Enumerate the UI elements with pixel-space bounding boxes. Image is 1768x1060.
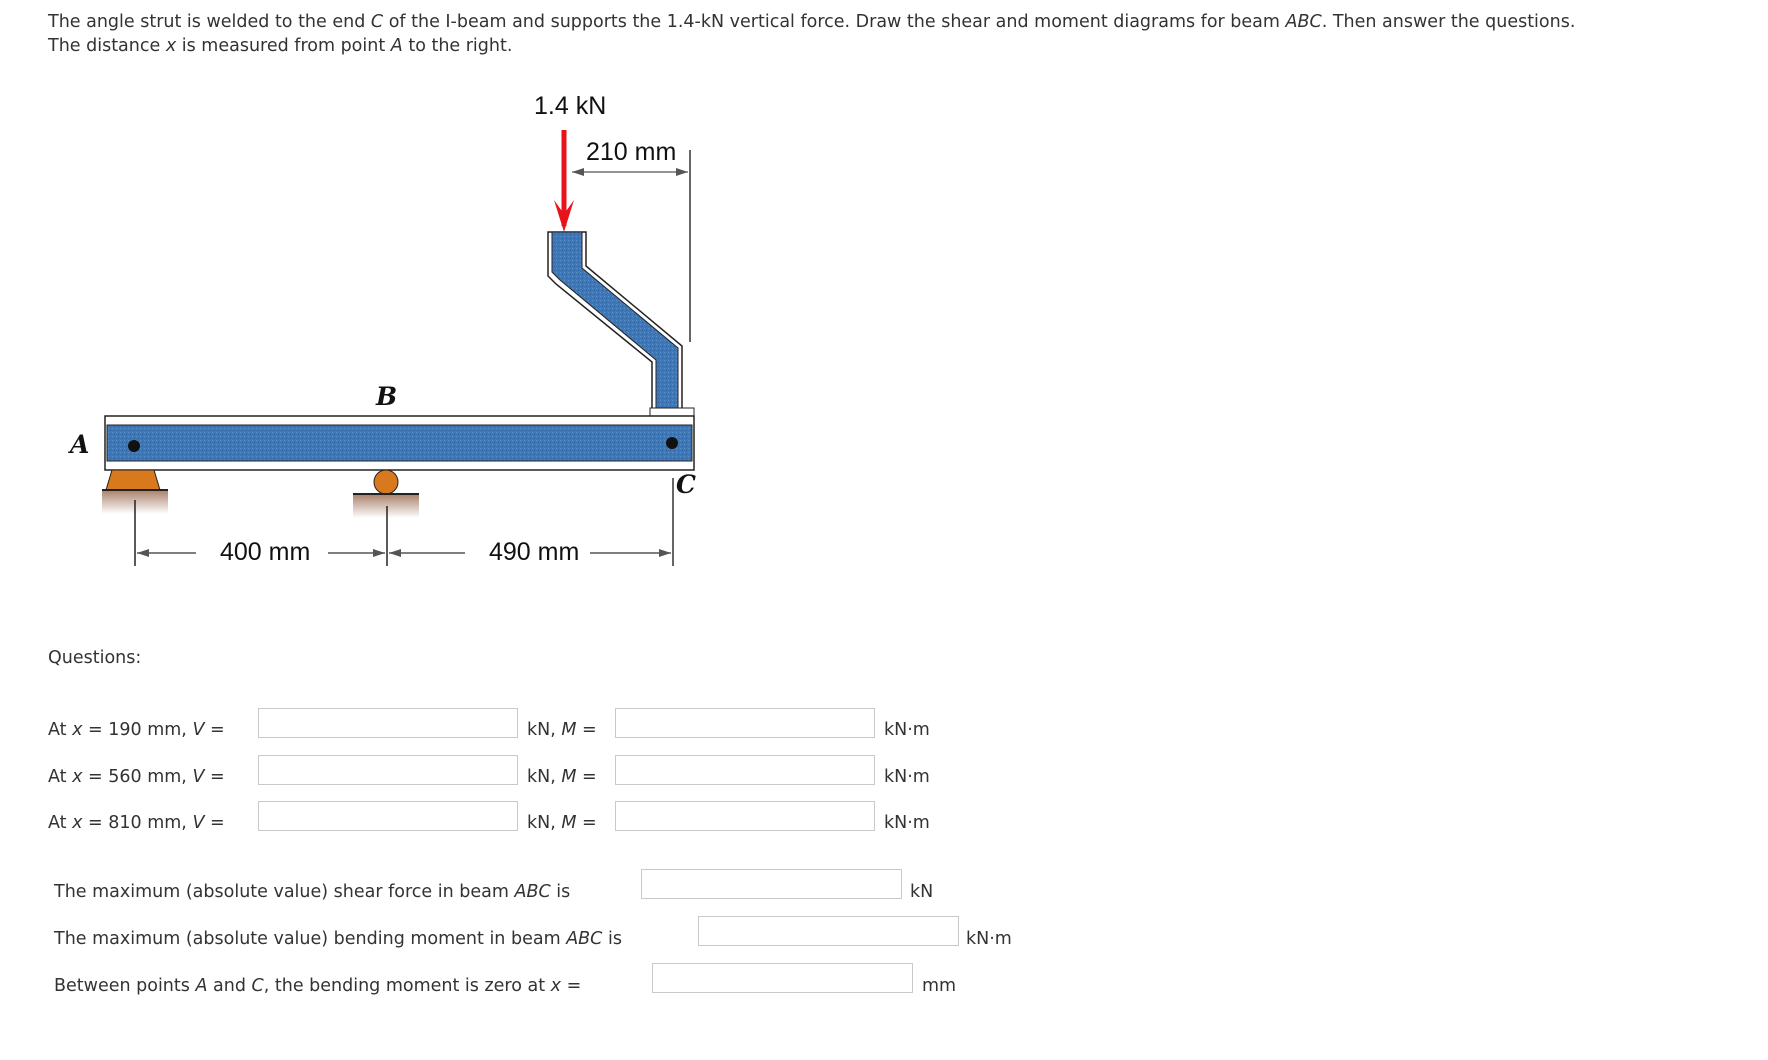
- max-moment-input[interactable]: [698, 916, 959, 946]
- force-label: 1.4 kN: [534, 92, 607, 120]
- shear-810-input[interactable]: [258, 801, 518, 831]
- problem-line-1: The angle strut is welded to the end C of the I-beam and supports the 1.4-kN vertical force. Draw the shear and moment diagrams for beam ABC. Then answer the questions.: [48, 12, 1576, 32]
- moment-190-input[interactable]: [615, 708, 875, 738]
- moment-810-unit: kN·m: [884, 813, 930, 833]
- moment-560-input[interactable]: [615, 755, 875, 785]
- zero-moment-unit: mm: [922, 976, 957, 996]
- dimension-ab-label: 400 mm: [220, 538, 311, 566]
- zero-moment-input[interactable]: [652, 963, 913, 993]
- max-shear-unit: kN: [910, 882, 934, 902]
- question-row-3-label: At x = 810 mm, V =: [48, 813, 225, 833]
- problem-line-2: The distance x is measured from point A to the right.: [48, 36, 513, 56]
- question-row-2-m-label: kN, M =: [527, 767, 597, 787]
- moment-810-input[interactable]: [615, 801, 875, 831]
- moment-190-unit: kN·m: [884, 720, 930, 740]
- point-c-label: C: [676, 470, 696, 499]
- offset-dimension-label: 210 mm: [586, 138, 677, 166]
- max-shear-input[interactable]: [641, 869, 902, 899]
- questions-heading: Questions:: [48, 648, 142, 668]
- dimension-bc-label: 490 mm: [489, 538, 580, 566]
- beam-diagram: [0, 0, 760, 600]
- question-row-2-label: At x = 560 mm, V =: [48, 767, 225, 787]
- question-row-3-m-label: kN, M =: [527, 813, 597, 833]
- max-moment-label: The maximum (absolute value) bending moment in beam ABC is: [54, 929, 622, 949]
- point-a-label: A: [70, 430, 90, 459]
- question-row-1-label: At x = 190 mm, V =: [48, 720, 225, 740]
- point-b-label: B: [376, 382, 398, 411]
- moment-560-unit: kN·m: [884, 767, 930, 787]
- max-shear-label: The maximum (absolute value) shear force in beam ABC is: [54, 882, 571, 902]
- question-row-1-m-label: kN, M =: [527, 720, 597, 740]
- beam-figure-icon: [0, 0, 760, 600]
- shear-560-input[interactable]: [258, 755, 518, 785]
- zero-moment-label: Between points A and C, the bending moment is zero at x =: [54, 976, 582, 996]
- shear-190-input[interactable]: [258, 708, 518, 738]
- max-moment-unit: kN·m: [966, 929, 1012, 949]
